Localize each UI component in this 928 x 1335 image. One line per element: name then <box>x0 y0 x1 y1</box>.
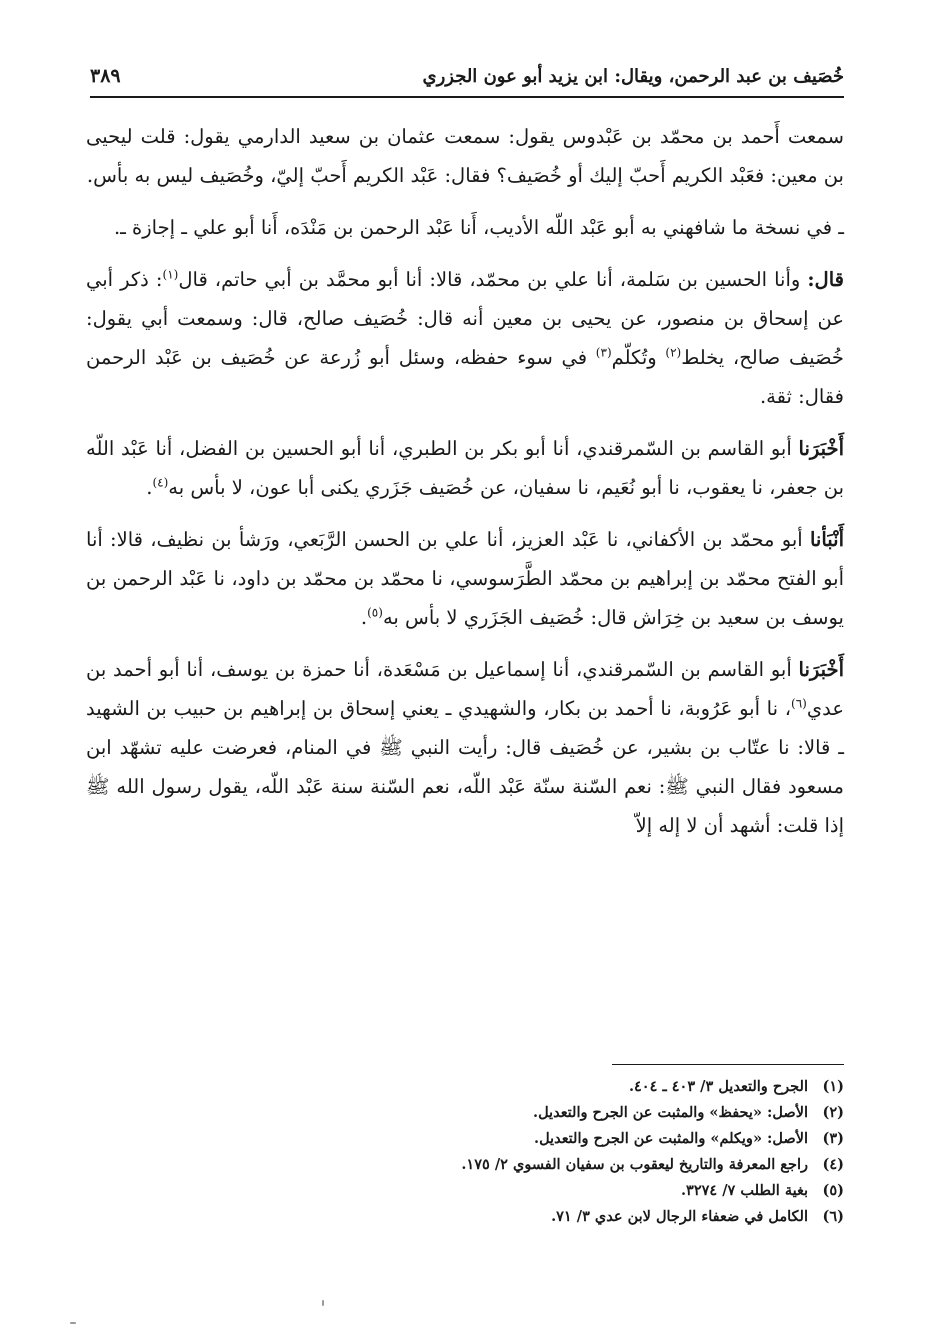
footnote-item <box>120 1152 844 1178</box>
paragraph-text-continued: . <box>146 476 153 499</box>
paragraph-6 <box>86 650 844 845</box>
footnote-item <box>120 1100 844 1126</box>
paragraph-4 <box>86 429 844 507</box>
footnote-number: (٥) <box>822 1182 844 1199</box>
paragraph-text: أبو القاسم بن السّمرقندي، أنا أبو بكر بن الطبري، أنا أبو الحسين بن الفضل، أنا عَبْد اللّه بن جعفر، نا يعقوب، نا أبو نُعَيم، نا سفيان، عن خُصَيف جَزَري يكنى أبا عون، لا بأس به <box>86 437 844 499</box>
paragraph-lead-word: أَنْبَأنا <box>809 528 844 551</box>
paragraph-lead-word: أَخْبَرَنا <box>798 437 844 460</box>
running-header <box>90 58 844 94</box>
paragraph-text: ـ في نسخة ما شافهني به أبو عَبْد اللّه الأديب، أَنا عَبْد الرحمن بن مَنْدَه، أَنا أبو علي ـ إجازة ـ. <box>113 216 844 239</box>
page-number: ٣٨٩ <box>90 65 121 87</box>
footnote-text: الأصل: «ويكلم» والمثبت عن الجرح والتعديل. <box>534 1130 808 1147</box>
footnote-ref-1: (١) <box>162 267 179 282</box>
footnote-ref-6: (٦) <box>791 696 807 711</box>
paragraph-lead-word: أَخْبَرَنا <box>798 658 844 681</box>
footnote-ref-2: (٢) <box>665 345 682 360</box>
scan-speck <box>70 1322 76 1324</box>
header-title: خُصَيف بن عبد الرحمن، ويقال: ابن يزيد أبو عون الجزري <box>422 65 844 87</box>
header-divider <box>90 96 844 98</box>
footnote-ref-4: (٤) <box>152 475 169 490</box>
footnote-number: (٤) <box>822 1156 844 1173</box>
paragraph-text-continued: في سوء حفظه، وسئل أبو زُرعة عن خُصَيف بن عَبْد الرحمن فقال: ثقة. <box>86 346 844 408</box>
paragraph-text: أبو القاسم بن السّمرقندي، أنا إسماعيل بن مَسْعَدة، أنا حمزة بن يوسف، أنا أبو أحمد بن عدي <box>86 658 844 720</box>
footnote-text: راجع المعرفة والتاريخ ليعقوب بن سفيان الفسوي ٢/ ١٧٥. <box>461 1156 808 1173</box>
main-text <box>86 117 844 858</box>
paragraph-lead-word: قال: <box>807 268 844 291</box>
footnote-text: بغية الطلب ٧/ ٣٢٧٤. <box>680 1182 808 1199</box>
footnote-text: الجرح والتعديل ٣/ ٤٠٣ ـ ٤٠٤. <box>628 1078 808 1095</box>
footnote-ref-3: (٣) <box>595 345 612 360</box>
footnote-text: الأصل: «يحفظ» والمثبت عن الجرح والتعديل. <box>533 1104 808 1121</box>
paragraph-text-continued: وتُكلّم <box>611 346 666 369</box>
paragraph-text: أبو محمّد بن الأكفاني، نا عَبْد العزيز، أنا علي بن الحسن الرَّبَعي، ورَشأ بن نظيف، قالا: أنا أبو الفتح محمّد بن إبراهيم بن محمّد الطَّرَسوسي، نا محمّد بن محمّد بن داود، نا عَبْد الرحمن بن يوسف بن سعيد بن خِرَاش قال: خُصَيف الجَزَري لا بأس به <box>86 528 844 629</box>
footnote-number: (١) <box>822 1078 844 1095</box>
footnote-item <box>120 1204 844 1230</box>
footnote-number: (٦) <box>822 1208 844 1225</box>
footnote-number: (٢) <box>822 1104 844 1121</box>
paragraph-text-continued: ، نا أبو عَرُوبة، نا أحمد بن بكار، والشهيدي ـ يعني إسحاق بن إبراهيم بن حبيب بن الشهيد ـ قالا: نا عتّاب بن بشير، عن خُصَيف قال: رأيت النبي ﷺ في المنام، فعرضت عليه تشهّد ابن مسعود فقال النبي ﷺ: نعم السّنة سنّة عَبْد اللّه، نعم السّنة سنة عَبْد اللّه، يقول رسول الله ﷺ إذا قلت: أشهد أن لا إله إلاّ <box>86 697 844 837</box>
footnote-number: (٣) <box>822 1130 844 1147</box>
footnote-divider <box>612 1064 844 1065</box>
footnote-item <box>120 1074 844 1100</box>
paragraph-text: سمعت أَحمد بن محمّد بن عَبْدوس يقول: سمعت عثمان بن سعيد الدارمي يقول: قلت ليحيى بن معين: فعَبْد الكريم أَحبّ إليك أو خُصَيف؟ فقال: عَبْد الكريم أَحبّ إليّ، وخُصَيف ليس به بأس. <box>86 125 844 187</box>
footnote-ref-5: (٥) <box>367 605 383 620</box>
paragraph-text-continued: . <box>360 606 368 629</box>
footnote-item <box>120 1178 844 1204</box>
footnote-item <box>120 1126 844 1152</box>
paragraph-1 <box>86 117 844 195</box>
footnotes <box>120 1074 844 1230</box>
paragraph-5 <box>86 520 844 637</box>
scan-speck <box>322 1300 324 1306</box>
footnote-text: الكامل في ضعفاء الرجال لابن عدي ٣/ ٧١. <box>551 1208 808 1225</box>
paragraph-text: وأنا الحسين بن سَلمة، أنا علي بن محمّد، قالا: أنا أبو محمَّد بن أبي حاتم، قال <box>178 268 801 291</box>
paragraph-2 <box>86 208 844 247</box>
paragraph-text-continued: : ذكر أبي عن إسحاق بن منصور، عن يحيى بن معين أنه قال: خُصَيف صالح، قال: وسمعت أبي يقول: خُصَيف صالح، يخلط <box>86 268 844 369</box>
paragraph-3 <box>86 260 844 416</box>
